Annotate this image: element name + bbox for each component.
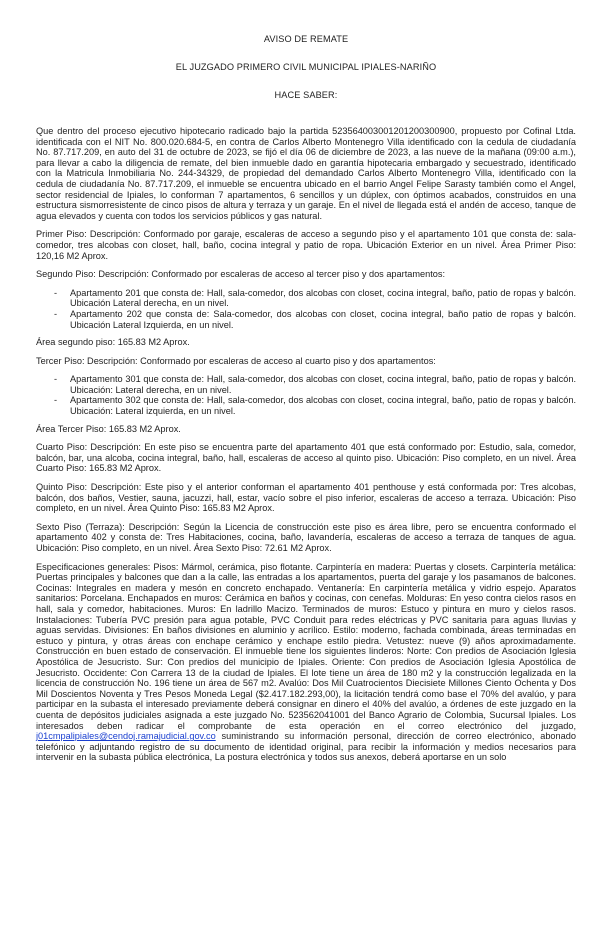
floor5-paragraph: Quinto Piso: Descripción: Este piso y el anterior conforman el apartamento 401 penthouse y está conformada por: Tres alcobas, balcón, dos baños, Vestier, sauna, jacuzzi, hall, estar, vacío sobre el piso inferior, escaleras de acceso a terraza. Ubicación: Piso completo, en un nivel. Área Quinto Piso: 165.83 M2 Aprox.: [36, 482, 576, 514]
notice-title: AVISO DE REMATE: [263, 34, 349, 44]
list-item: - Apartamento 201 que consta de: Hall, sala-comedor, dos alcobas con closet, cocina integral, baño, patio de ropas y balcón. Ubicación Lateral derecha, en un nivel.: [70, 288, 576, 309]
specs-text-continued: suministrando su información personal, dirección de correo electrónico, abonado telefónico y adjuntando registro de su documento de identidad original, para recibir la información y medios necesarios para intervenir en la subasta pública electrónica, La postura electrónica y todos sus anexos, deberá aportarse en un solo: [36, 731, 576, 763]
floor2-area: Área segundo piso: 165.83 M2 Aprox.: [36, 337, 190, 348]
list-item: - Apartamento 202 que consta de: Sala-comedor, dos alcobas con closet, cocina integral, baño patio de ropas y balcón. Ubicación Lateral Izquierda, en un nivel.: [70, 309, 576, 330]
specifications-paragraph: [36, 562, 576, 763]
floor6-paragraph: Sexto Piso (Terraza): Descripción: Según la Licencia de construcción este piso es área libre, pero se encuentra conformado el apartamento 402 y consta de: Tres Habitaciones, cocina, baño, lavandería, escaleras de acceso a terraza de tanques de agua. Ubicación: Piso completo, en un nivel. Área Sexto Piso: 72.61 M2 Aprox.: [36, 521, 576, 553]
intro-paragraph: Que dentro del proceso ejecutivo hipotecario radicado bajo la partida 523564003001201200300900, propuesto por Cofinal Ltda. identificada con el NIT No. 800.020.684-5, en contra de Carlos Alberto Montenegro Villa identificado con la cedula de ciudadanía No. 87.717.209, en auto del 31 de octubre de 2023, se fijó el día 06 de diciembre de 2023, a las nueve de la mañana (09:00 a.m.), para llevar a cabo la diligencia de remate, del bien inmueble dado en garantía hipotecaria embargado y secuestrado, identificado con la Matricula Inmobiliaria No. 244-34329, de propiedad del demandado Carlos Alberto Montenegro Villa, identificado con la cedula de ciudadanía No. 87.717.209, el inmueble se encuentra ubicado en el barrio Angel Felipe Sarasty también como el Angel, sector residencial de Ipiales, lo conforman 7 apartamentos, 6 sencillos y un dúplex, con óptimos acabados, construidos en una estructura sismorresistente de cinco pisos de altura y terraza y un garaje. En el nivel de llegada está el andén de acceso, tanque de agua elevados y cuenta con todos los servicios públicos y gas natural.: [36, 126, 576, 221]
floor3-intro: Tercer Piso: Descripción: Conformado por escaleras de acceso al cuarto piso y dos apartamentos:: [36, 355, 436, 366]
floor2-intro: Segundo Piso: Descripción: Conformado por escaleras de acceso al tercer piso y dos apartamentos:: [36, 269, 446, 280]
floor2-apartment-list: [36, 288, 576, 330]
specs-text: Especificaciones generales: Pisos: Mármol, cerámica, piso flotante. Carpintería en madera: Puertas y closets. Carpintería metálica: Puertas principales y balcones que dan a la calle, las entradas a los apartamentos, puerta del garaje y los pasamanos de balcones. Cocinas: Integrales en madera y mesón en concreto enchapado. Ventanería: En carpintería metálica y vidrio espejo. Aparatos sanitarios: Porcelana. Enchapados en muros: Cerámica en baños y cocinas, con cenefas. Molduras: En yeso contra cielos rasos en hall, sala y comedor, habitaciones. Muros: En ladrillo Macizo. Terminados de muros: Estuco y pintura en muro y cielos rasos. Instalaciones: Tubería PVC presión para agua potable, PVC Conduit para redes eléctricas y PVC sanitaria para aguas lluvias y aguas servidas. Divisiones: En baños divisiones en aluminio y acrílico. Estilo: moderno, fachada combinada, áreas terminadas en estuco y pintura, y otras áreas con enchape cerámico y enchape estilo piedra. Vetustez: nueve (9) años aproximadamente. Construcción en buen estado de conservación. El inmueble tiene los siguientes linderos: Norte: Con predios de Asociación Iglesia Apostólica de Jesucristo. Sur: Con predios del municipio de Ipiales. Oriente: Con predios de Asociación Iglesia Apostólica de Jesucristo. Occidente: Con Carrera 13 de la ciudad de Ipiales. El lote tiene un área de 180 m2 y la construcción legalizada en la licencia de construcción No. 196 tiene un área de 567 m2. Avalúo: Dos Mil Cuatrocientos Diecisiete Millones Ciento Ochenta y Dos Mil Doscientos Noventa y Tres Pesos Moneda Legal ($2.417.182.293,00), la licitación tendrá como base el 70% del avalúo, y para participar en la subasta el interesado previamente deberá consignar en dinero el 40% del avalúo, a órdenes de este juzgado en la cuenta de depósitos judiciales asignada a este juzgado No. 523562041001 del Banco Agrario de Colombia, Sucursal Ipiales. Los interesados deben radicar el comprobante de esta operación en el correo electrónico del juzgado,: [36, 561, 576, 731]
list-item: - Apartamento 302 que consta de: Hall, sala-comedor, dos alcobas con closet, cocina integral, baño, patio de ropas y balcón. Ubicación: Lateral izquierda, en un nivel.: [70, 395, 576, 416]
announcement: HACE SABER:: [274, 90, 338, 100]
court-name: EL JUZGADO PRIMERO CIVIL MUNICIPAL IPIALES-NARIÑO: [175, 62, 437, 72]
floor4-paragraph: Cuarto Piso: Descripción: En este piso se encuentra parte del apartamento 401 que está conformado por: Estudio, sala, comedor, balcón, bar, una alcoba, cocina integral, baño, hall, escaleras de acceso al quinto piso. Ubicación: Piso completo, en un nivel. Área Cuarto Piso: 165.83 M2 Aprox.: [36, 442, 576, 474]
floor1-paragraph: Primer Piso: Descripción: Conformado por garaje, escaleras de acceso a segundo piso y el apartamento 101 que consta de: sala-comedor, tres alcobas con closet, hall, baño, cocina integral y patio de ropa. Ubicación Exterior en un nivel. Área Primer Piso: 120,16 M2 Aprox.: [36, 229, 576, 261]
court-email-link[interactable]: j01cmpalipiales@cendoj.ramajudicial.gov.co: [36, 731, 216, 742]
floor3-apartment-list: [36, 374, 576, 416]
floor3-area: Área Tercer Piso: 165.83 M2 Aprox.: [36, 423, 181, 434]
list-item: - Apartamento 301 que consta de: Hall, sala-comedor, dos alcobas con closet, cocina integral, baño, patio de ropas y balcón. Ubicación: Lateral derecha, en un nivel.: [70, 374, 576, 395]
